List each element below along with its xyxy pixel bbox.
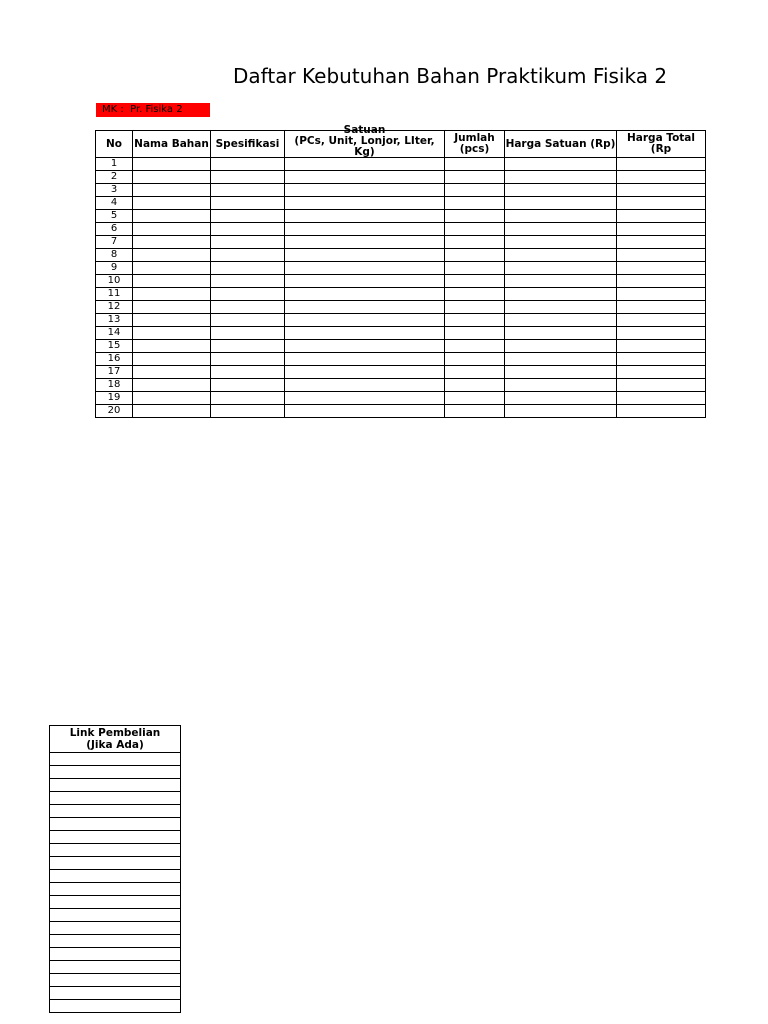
table-cell[interactable]: [211, 353, 285, 366]
table-cell[interactable]: [211, 210, 285, 223]
link-cell[interactable]: [50, 792, 181, 805]
header-link-pembelian: [50, 726, 181, 753]
table-cell[interactable]: [445, 197, 505, 210]
table-cell[interactable]: [445, 353, 505, 366]
table-cell[interactable]: [285, 249, 445, 262]
table-row: [96, 223, 706, 236]
table-cell[interactable]: [505, 262, 617, 275]
link-cell[interactable]: [50, 753, 181, 766]
table-cell[interactable]: [211, 405, 285, 418]
table-cell[interactable]: [445, 301, 505, 314]
table-cell[interactable]: [505, 249, 617, 262]
table-cell[interactable]: [445, 262, 505, 275]
row-number: 8: [96, 249, 133, 262]
header-satuan-top: Satuan: [343, 124, 386, 136]
table-cell[interactable]: [505, 405, 617, 418]
link-cell[interactable]: [50, 987, 181, 1000]
link-row: [50, 961, 181, 974]
row-number: 15: [96, 340, 133, 353]
header-satuan-mid: (PCs, Unit, Lonjor, LIter,: [294, 135, 435, 147]
link-cell[interactable]: [50, 883, 181, 896]
table-cell[interactable]: [133, 288, 211, 301]
header-no: No: [96, 131, 133, 158]
table-cell[interactable]: [505, 210, 617, 223]
table-cell[interactable]: [133, 158, 211, 171]
table-cell[interactable]: [211, 379, 285, 392]
table-cell[interactable]: [285, 184, 445, 197]
table-cell[interactable]: [211, 327, 285, 340]
table-cell[interactable]: [133, 327, 211, 340]
row-number: 19: [96, 392, 133, 405]
table-cell[interactable]: [505, 288, 617, 301]
row-number: 20: [96, 405, 133, 418]
link-cell[interactable]: [50, 948, 181, 961]
table-cell[interactable]: [285, 301, 445, 314]
materials-table: [95, 124, 706, 418]
table-row: [96, 301, 706, 314]
link-cell[interactable]: [50, 974, 181, 987]
table-cell[interactable]: [505, 236, 617, 249]
link-row: [50, 818, 181, 831]
table-cell[interactable]: [133, 353, 211, 366]
table-cell[interactable]: [285, 288, 445, 301]
row-number: 17: [96, 366, 133, 379]
table-cell[interactable]: [445, 392, 505, 405]
table-cell[interactable]: [505, 275, 617, 288]
table-cell[interactable]: [505, 392, 617, 405]
table-cell[interactable]: [617, 262, 706, 275]
table-cell[interactable]: [211, 249, 285, 262]
table-row: [96, 366, 706, 379]
link-row: [50, 779, 181, 792]
table-cell[interactable]: [211, 366, 285, 379]
table-cell[interactable]: [617, 314, 706, 327]
table-row: [96, 158, 706, 171]
table-cell[interactable]: [133, 340, 211, 353]
link-cell[interactable]: [50, 870, 181, 883]
table-cell[interactable]: [133, 223, 211, 236]
table-cell[interactable]: [285, 158, 445, 171]
header-row: [96, 131, 706, 158]
table-row: [96, 314, 706, 327]
table-cell[interactable]: [285, 275, 445, 288]
link-table: [49, 725, 181, 1013]
link-row: [50, 922, 181, 935]
table-cell[interactable]: [211, 340, 285, 353]
table-cell[interactable]: [211, 275, 285, 288]
table-row: [96, 210, 706, 223]
table-cell[interactable]: [211, 197, 285, 210]
link-row: [50, 805, 181, 818]
table-cell[interactable]: [445, 249, 505, 262]
table-cell[interactable]: [445, 379, 505, 392]
table-cell[interactable]: [445, 366, 505, 379]
table-cell[interactable]: [445, 184, 505, 197]
row-number: 10: [96, 275, 133, 288]
header-satuan: [285, 124, 445, 158]
table-cell[interactable]: [505, 197, 617, 210]
table-cell[interactable]: [617, 340, 706, 353]
table-cell[interactable]: [285, 340, 445, 353]
link-cell[interactable]: [50, 935, 181, 948]
link-row: [50, 987, 181, 1000]
row-number: 2: [96, 171, 133, 184]
row-number: 13: [96, 314, 133, 327]
table-cell[interactable]: [445, 210, 505, 223]
table-cell[interactable]: [133, 184, 211, 197]
table-cell[interactable]: [617, 249, 706, 262]
table-row: [96, 184, 706, 197]
link-row: [50, 1000, 181, 1013]
link-row: [50, 909, 181, 922]
table-cell[interactable]: [505, 223, 617, 236]
table-cell[interactable]: [133, 314, 211, 327]
table-cell[interactable]: [617, 379, 706, 392]
table-cell[interactable]: [617, 223, 706, 236]
table-cell[interactable]: [445, 223, 505, 236]
table-cell[interactable]: [505, 340, 617, 353]
table-cell[interactable]: [211, 392, 285, 405]
table-cell[interactable]: [505, 301, 617, 314]
table-cell[interactable]: [445, 158, 505, 171]
table-cell[interactable]: [617, 158, 706, 171]
table-cell[interactable]: [505, 327, 617, 340]
table-cell[interactable]: [445, 314, 505, 327]
row-number: 7: [96, 236, 133, 249]
link-header-row: [50, 726, 181, 753]
table-row: [96, 340, 706, 353]
table-cell[interactable]: [617, 366, 706, 379]
table-cell[interactable]: [285, 236, 445, 249]
link-row: [50, 896, 181, 909]
link-row: [50, 857, 181, 870]
table-cell[interactable]: [617, 392, 706, 405]
table-cell[interactable]: [211, 288, 285, 301]
row-number: 12: [96, 301, 133, 314]
table-cell[interactable]: [445, 288, 505, 301]
table-cell[interactable]: [133, 301, 211, 314]
table-cell[interactable]: [285, 210, 445, 223]
table-cell[interactable]: [211, 171, 285, 184]
table-cell[interactable]: [133, 210, 211, 223]
link-row: [50, 831, 181, 844]
table-cell[interactable]: [211, 184, 285, 197]
table-cell[interactable]: [505, 366, 617, 379]
table-cell[interactable]: [285, 366, 445, 379]
table-cell[interactable]: [285, 223, 445, 236]
table-cell[interactable]: [617, 275, 706, 288]
header-harga-satuan: Harga Satuan (Rp): [505, 131, 617, 158]
table-cell[interactable]: [617, 288, 706, 301]
row-number: 18: [96, 379, 133, 392]
row-number: 11: [96, 288, 133, 301]
link-row: [50, 753, 181, 766]
table-cell[interactable]: [445, 340, 505, 353]
row-number: 4: [96, 197, 133, 210]
table-cell[interactable]: [445, 171, 505, 184]
table-cell[interactable]: [211, 262, 285, 275]
link-row: [50, 870, 181, 883]
table-row: [96, 197, 706, 210]
header-jumlah-bot: (pcs): [459, 143, 490, 155]
link-cell[interactable]: [50, 1000, 181, 1013]
table-cell[interactable]: [617, 301, 706, 314]
table-cell[interactable]: [505, 184, 617, 197]
table-cell[interactable]: [133, 236, 211, 249]
mk-label: MK : Pr. Fisika 2: [96, 103, 210, 117]
table-cell[interactable]: [133, 249, 211, 262]
table-cell[interactable]: [505, 314, 617, 327]
row-number: 9: [96, 262, 133, 275]
table-cell[interactable]: [445, 405, 505, 418]
page-title: Daftar Kebutuhan Bahan Praktikum Fisika 2: [233, 64, 668, 88]
link-row: [50, 974, 181, 987]
header-nama-bahan: Nama Bahan: [133, 131, 211, 158]
link-cell[interactable]: [50, 961, 181, 974]
table-cell[interactable]: [133, 405, 211, 418]
link-cell[interactable]: [50, 857, 181, 870]
table-cell[interactable]: [285, 392, 445, 405]
table-cell[interactable]: [617, 171, 706, 184]
table-cell[interactable]: [285, 197, 445, 210]
table-row: [96, 275, 706, 288]
table-cell[interactable]: [285, 327, 445, 340]
table-cell[interactable]: [133, 275, 211, 288]
table-cell[interactable]: [505, 379, 617, 392]
table-cell[interactable]: [617, 210, 706, 223]
table-cell[interactable]: [445, 327, 505, 340]
table-cell[interactable]: [211, 314, 285, 327]
table-cell[interactable]: [505, 171, 617, 184]
row-number: 1: [96, 158, 133, 171]
table-cell[interactable]: [285, 262, 445, 275]
link-row: [50, 766, 181, 779]
header-jumlah-top: Jumlah: [454, 132, 495, 144]
link-row: [50, 883, 181, 896]
table-cell[interactable]: [133, 379, 211, 392]
table-row: [96, 236, 706, 249]
row-number: 14: [96, 327, 133, 340]
table-cell[interactable]: [133, 262, 211, 275]
table-cell[interactable]: [445, 275, 505, 288]
header-satuan-bot: Kg): [354, 146, 375, 158]
table-row: [96, 327, 706, 340]
row-number: 6: [96, 223, 133, 236]
table-cell[interactable]: [285, 405, 445, 418]
table-cell[interactable]: [445, 236, 505, 249]
link-cell[interactable]: [50, 818, 181, 831]
link-row: [50, 935, 181, 948]
table-cell[interactable]: [211, 301, 285, 314]
table-row: [96, 249, 706, 262]
link-header-bot: (Jika Ada): [86, 739, 144, 751]
link-cell[interactable]: [50, 805, 181, 818]
table-row: [96, 405, 706, 418]
table-cell[interactable]: [505, 353, 617, 366]
link-cell[interactable]: [50, 779, 181, 792]
table-cell[interactable]: [285, 171, 445, 184]
table-cell[interactable]: [211, 158, 285, 171]
link-cell[interactable]: [50, 909, 181, 922]
table-cell[interactable]: [617, 184, 706, 197]
table-row: [96, 379, 706, 392]
link-header-top: Link Pembelian: [69, 727, 161, 739]
table-row: [96, 262, 706, 275]
link-cell[interactable]: [50, 922, 181, 935]
header-harga-total: Harga Total (Rp: [617, 131, 706, 158]
table-cell[interactable]: [285, 314, 445, 327]
table-cell[interactable]: [617, 405, 706, 418]
table-cell[interactable]: [505, 158, 617, 171]
link-cell[interactable]: [50, 831, 181, 844]
table-cell[interactable]: [617, 327, 706, 340]
link-cell[interactable]: [50, 896, 181, 909]
table-cell[interactable]: [133, 392, 211, 405]
link-row: [50, 792, 181, 805]
row-number: 5: [96, 210, 133, 223]
row-number: 3: [96, 184, 133, 197]
link-row: [50, 844, 181, 857]
row-number: 16: [96, 353, 133, 366]
table-cell[interactable]: [285, 353, 445, 366]
header-jumlah: [445, 131, 505, 158]
table-cell[interactable]: [617, 236, 706, 249]
header-spesifikasi: Spesifikasi: [211, 131, 285, 158]
table-cell[interactable]: [133, 197, 211, 210]
table-row: [96, 353, 706, 366]
table-row: [96, 392, 706, 405]
table-row: [96, 171, 706, 184]
link-cell[interactable]: [50, 844, 181, 857]
link-cell[interactable]: [50, 766, 181, 779]
table-cell[interactable]: [617, 353, 706, 366]
table-cell[interactable]: [211, 223, 285, 236]
table-cell[interactable]: [133, 171, 211, 184]
table-cell[interactable]: [617, 197, 706, 210]
table-cell[interactable]: [285, 379, 445, 392]
table-row: [96, 288, 706, 301]
link-row: [50, 948, 181, 961]
table-cell[interactable]: [133, 366, 211, 379]
table-cell[interactable]: [211, 236, 285, 249]
